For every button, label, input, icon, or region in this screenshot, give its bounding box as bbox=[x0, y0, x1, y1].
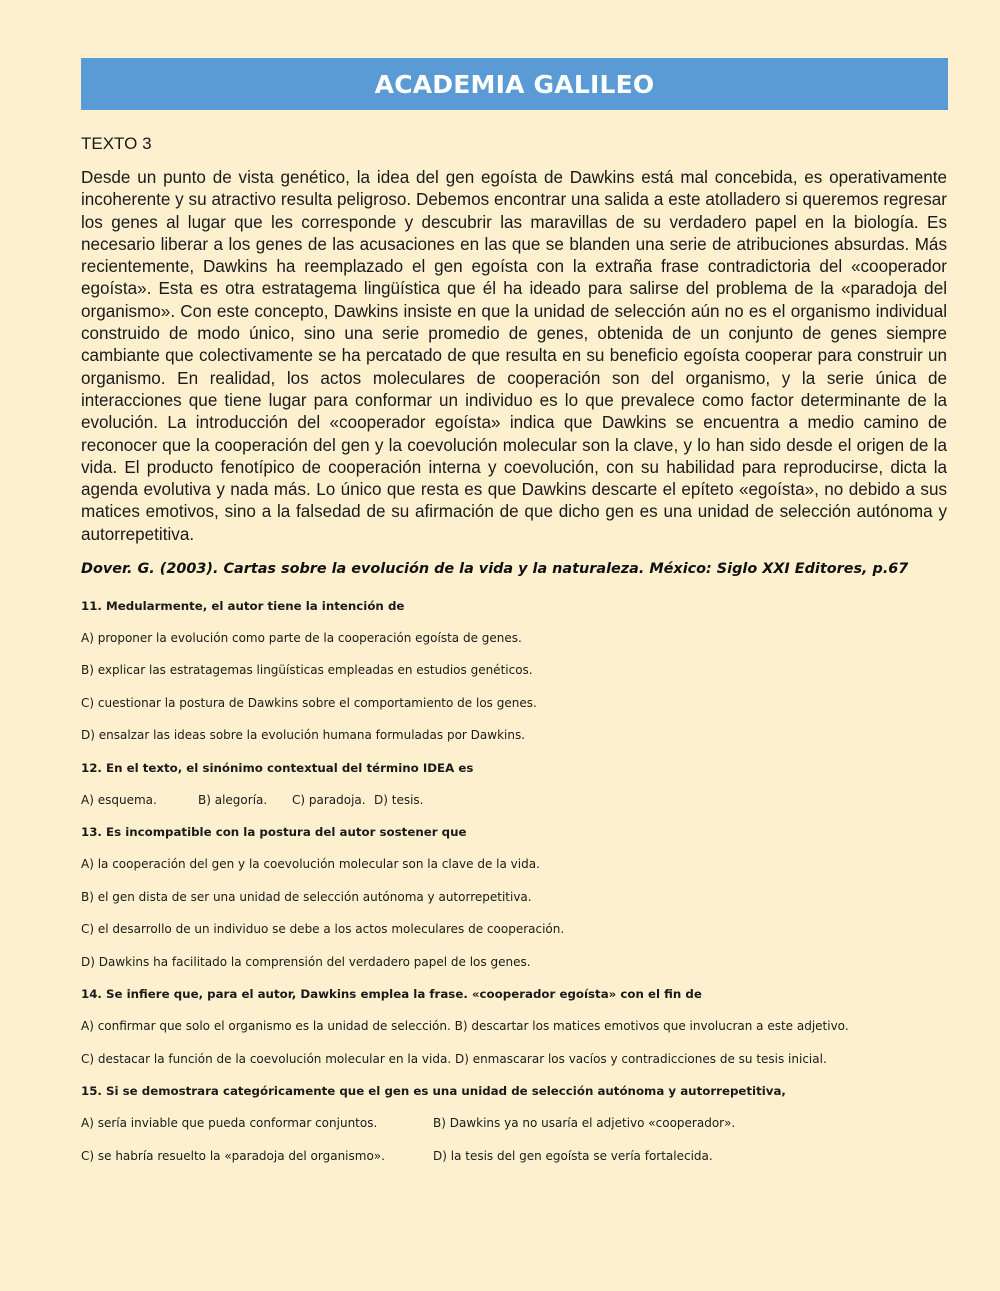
question-12-stem: 12. En el texto, el sinónimo contextual del término IDEA es bbox=[81, 761, 474, 775]
question-15-options-row1 bbox=[81, 1116, 961, 1130]
question-15-stem: 15. Si se demostrara categóricamente que el gen es una unidad de selección autónoma y autorrepetitiva, bbox=[81, 1084, 786, 1098]
reading-passage: Desde un punto de vista genético, la idea del gen egoísta de Dawkins está mal concebida, es operativamente incoherente y su atractivo resulta peligroso. Debemos encontrar una salida a este atolladero si queremos regresar los genes al lugar que les corresponde y descubrir las maravillas de su verdadero papel en la biología. Es necesario liberar a los genes de las acusaciones en las que se blanden una serie de atribuciones absurdas. Más recientemente, Dawkins ha reemplazado el gen egoísta con la extraña frase contradictoria del «cooperador egoísta». Esta es otra estratagema lingüística que él ha ideado para salirse del problema de la «paradoja del organismo». Con este concepto, Dawkins insiste en que la unidad de selección aún no es el organismo individual construido de modo único, sino una serie promedio de genes, obtenida de un conjunto de genes siempre cambiante que colectivamente se ha percatado de que resulta en su beneficio egoísta cooperar para construir un organismo. En realidad, los actos moleculares de cooperación son del organismo, y la serie única de interacciones que tiene lugar para conformar un individuo es lo que prevalece como factor determinante de la evolución. La introducción del «cooperador egoísta» indica que Dawkins se encuentra a medio camino de reconocer que la cooperación del gen y la coevolución molecular son la clave, y lo han sido desde el origen de la vida. El producto fenotípico de cooperación interna y coevolución, con su habilidad para reproducirse, dicta la agenda evolutiva y nada más. Lo único que resta es que Dawkins descarte el epíteto «egoísta», no debido a sus matices emotivos, sino a la falsedad de su afirmación de que dicho gen es una unidad de selección autónoma y autorrepetitiva. bbox=[81, 168, 947, 544]
question-15-option-a: A) sería inviable que pueda conformar conjuntos. bbox=[81, 1116, 378, 1130]
question-14-stem: 14. Se infiere que, para el autor, Dawkins emplea la frase. «cooperador egoísta» con el fin de bbox=[81, 987, 702, 1001]
question-11-option-d: D) ensalzar las ideas sobre la evolución humana formuladas por Dawkins. bbox=[81, 728, 526, 742]
question-12-option-d: D) tesis. bbox=[374, 793, 424, 807]
question-14-options-cd: C) destacar la función de la coevolución molecular en la vida. D) enmascarar los vacíos y contradicciones de su tesis inicial. bbox=[81, 1052, 827, 1066]
citation: Dover. G. (2003). Cartas sobre la evolución de la vida y la naturaleza. México: Siglo XXI Editores, p.67 bbox=[81, 561, 909, 577]
question-13-option-a: A) la cooperación del gen y la coevolución molecular son la clave de la vida. bbox=[81, 857, 540, 871]
header-banner bbox=[81, 58, 948, 110]
question-13-option-d: D) Dawkins ha facilitado la comprensión del verdadero papel de los genes. bbox=[81, 955, 531, 969]
question-15-option-d: D) la tesis del gen egoísta se vería fortalecida. bbox=[433, 1149, 713, 1163]
page-title: ACADEMIA GALILEO bbox=[374, 69, 655, 99]
question-12-option-b: B) alegoría. bbox=[198, 793, 268, 807]
section-label: TEXTO 3 bbox=[81, 134, 152, 153]
question-13-option-c: C) el desarrollo de un individuo se debe a los actos moleculares de cooperación. bbox=[81, 922, 565, 936]
question-13-option-b: B) el gen dista de ser una unidad de selección autónoma y autorrepetitiva. bbox=[81, 890, 532, 904]
question-12-options bbox=[81, 793, 961, 807]
question-12-option-a: A) esquema. bbox=[81, 793, 157, 807]
question-15-options-row2 bbox=[81, 1149, 961, 1163]
question-11-option-b: B) explicar las estratagemas lingüísticas empleadas en estudios genéticos. bbox=[81, 663, 533, 677]
question-12-option-c: C) paradoja. bbox=[292, 793, 366, 807]
question-13-stem: 13. Es incompatible con la postura del autor sostener que bbox=[81, 825, 467, 839]
question-15-option-b: B) Dawkins ya no usaría el adjetivo «cooperador». bbox=[433, 1116, 736, 1130]
question-11-option-c: C) cuestionar la postura de Dawkins sobre el comportamiento de los genes. bbox=[81, 696, 537, 710]
question-11-stem: 11. Medularmente, el autor tiene la intención de bbox=[81, 599, 405, 613]
question-11-option-a: A) proponer la evolución como parte de la cooperación egoísta de genes. bbox=[81, 631, 522, 645]
question-15-option-c: C) se habría resuelto la «paradoja del organismo». bbox=[81, 1149, 385, 1163]
question-14-options-ab: A) confirmar que solo el organismo es la unidad de selección. B) descartar los matices emotivos que involucran a este adjetivo. bbox=[81, 1019, 849, 1033]
